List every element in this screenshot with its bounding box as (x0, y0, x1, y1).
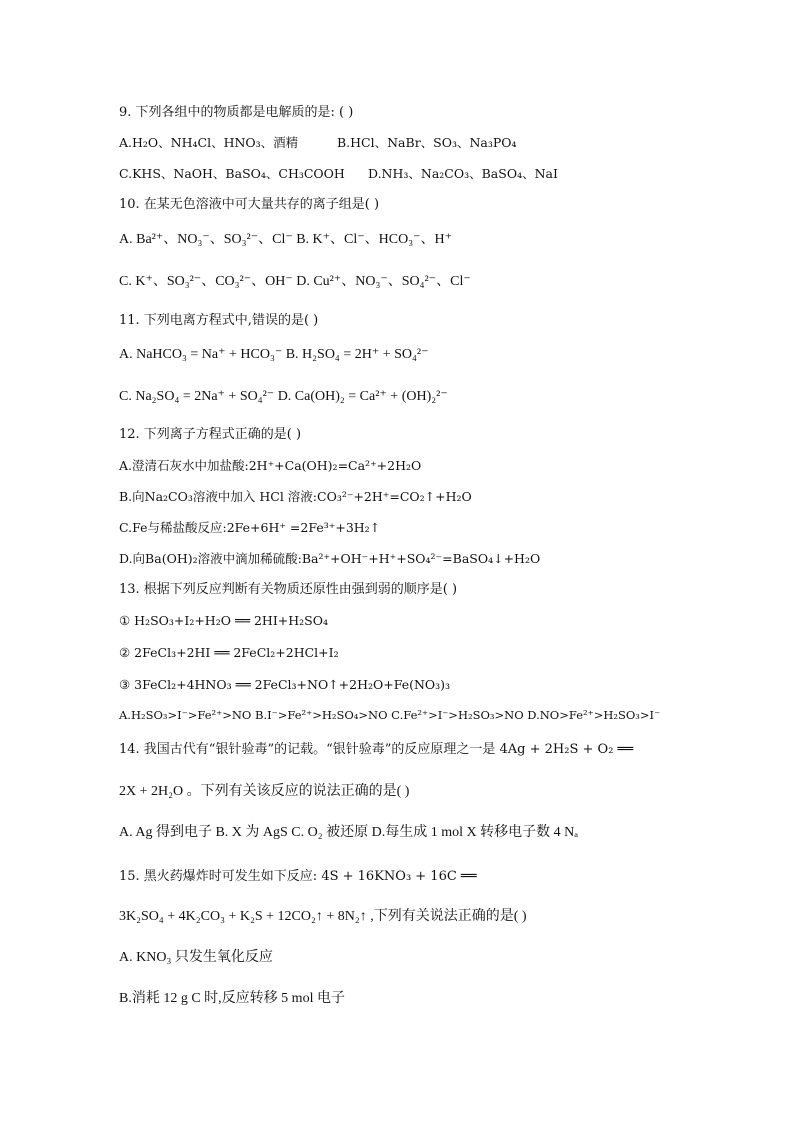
q12-option-a: A.澄清石灰水中加盐酸:2H⁺+Ca(OH)₂=Ca²⁺+2H₂O (119, 458, 422, 473)
q11-options-ab: A. NaHCO₃ = Na⁺ + HCO₃⁻ B. H₂SO₄ = 2H⁺ + SO₄²⁻ (119, 347, 429, 362)
q9-options-ab (119, 134, 754, 152)
q10-options-cd: C. K⁺、SO₃²⁻、CO₃²⁻、OH⁻ D. Cu²⁺、NO₃⁻、SO₄²⁻、Cl⁻ (119, 274, 471, 289)
q9-stem: 9. 下列各组中的物质都是电解质的是: ( ) (119, 105, 354, 120)
q15-option-a: A. KNO₃ 只发生氧化反应 (119, 950, 273, 965)
q13-stem: 13. 根据下列反应判断有关物质还原性由强到弱的顺序是( ) (119, 582, 458, 597)
q9-option-c: C.KHS、NaOH、BaSO₄、CH₃COOH (119, 166, 345, 181)
q13-reaction-2: ② 2FeCl₃+2HI ══ 2FeCl₂+2HCl+I₂ (119, 645, 339, 660)
q13-options: A.H₂SO₃>I⁻>Fe²⁺>NO B.I⁻>Fe²⁺>H₂SO₄>NO C.Fe²⁺>I⁻>H₂SO₃>NO D.NO>Fe²⁺>H₂SO₃>I⁻ (119, 708, 661, 722)
q9-option-b: B.HCl、NaBr、SO₃、Na₃PO₄ (337, 135, 517, 150)
q12-option-b: B.向Na₂CO₃溶液中加入 HCl 溶液:CO₃²⁻+2H⁺=CO₂↑+H₂O (119, 489, 472, 504)
q12-option-d: D.向Ba(OH)₂溶液中滴加稀硫酸:Ba²⁺+OH⁻+H⁺+SO₄²⁻=BaSO₄↓+H₂O (119, 551, 541, 566)
q14-stem-line1: 14. 我国古代有“银针验毒”的记载。“银针验毒”的反应原理之一是 4Ag + 2H₂S + O₂ ══ (119, 742, 634, 757)
q10-stem: 10. 在某无色溶液中可大量共存的离子组是( ) (119, 197, 380, 212)
q15-stem-line2: 3K₂SO₄ + 4K₂CO₃ + K₂S + 12CO₂↑ + 8N₂↑ ,下列有关说法正确的是( ) (119, 909, 527, 924)
q13-reaction-3: ③ 3FeCl₂+4HNO₃ ══ 2FeCl₃+NO↑+2H₂O+Fe(NO₃)₃ (119, 677, 451, 692)
q9-option-a: A.H₂O、NH₄Cl、HNO₃、酒精 (119, 135, 299, 150)
q14-options: A. Ag 得到电子 B. X 为 AgS C. O₂ 被还原 D.每生成 1 mol X 转移电子数 4 Nₐ (119, 825, 579, 840)
q9-option-d: D.NH₃、Na₂CO₃、BaSO₄、NaI (368, 166, 558, 181)
q12-stem: 12. 下列离子方程式正确的是( ) (119, 427, 302, 442)
q12-option-c: C.Fe与稀盐酸反应:2Fe+6H⁺ =2Fe³⁺+3H₂↑ (119, 520, 381, 535)
q15-option-b: B.消耗 12 g C 时,反应转移 5 mol 电子 (119, 991, 345, 1006)
q14-stem-line2: 2X + 2H₂O 。下列有关该反应的说法正确的是( ) (119, 784, 410, 799)
q15-stem-line1: 15. 黑火药爆炸时可发生如下反应: 4S + 16KNO₃ + 16C ══ (119, 869, 477, 884)
q11-stem: 11. 下列电离方程式中,错误的是( ) (119, 313, 319, 328)
q13-reaction-1: ① H₂SO₃+I₂+H₂O ══ 2HI+H₂SO₄ (119, 613, 328, 628)
q11-options-cd: C. Na₂SO₄ = 2Na⁺ + SO₄²⁻ D. Ca(OH)₂ = Ca²⁺ + (OH)₂²⁻ (119, 389, 448, 404)
q9-options-cd (119, 165, 754, 183)
q10-options-ab: A. Ba²⁺、NO₃⁻、SO₃²⁻、Cl⁻ B. K⁺、Cl⁻、HCO₃⁻、H⁺ (119, 232, 453, 247)
